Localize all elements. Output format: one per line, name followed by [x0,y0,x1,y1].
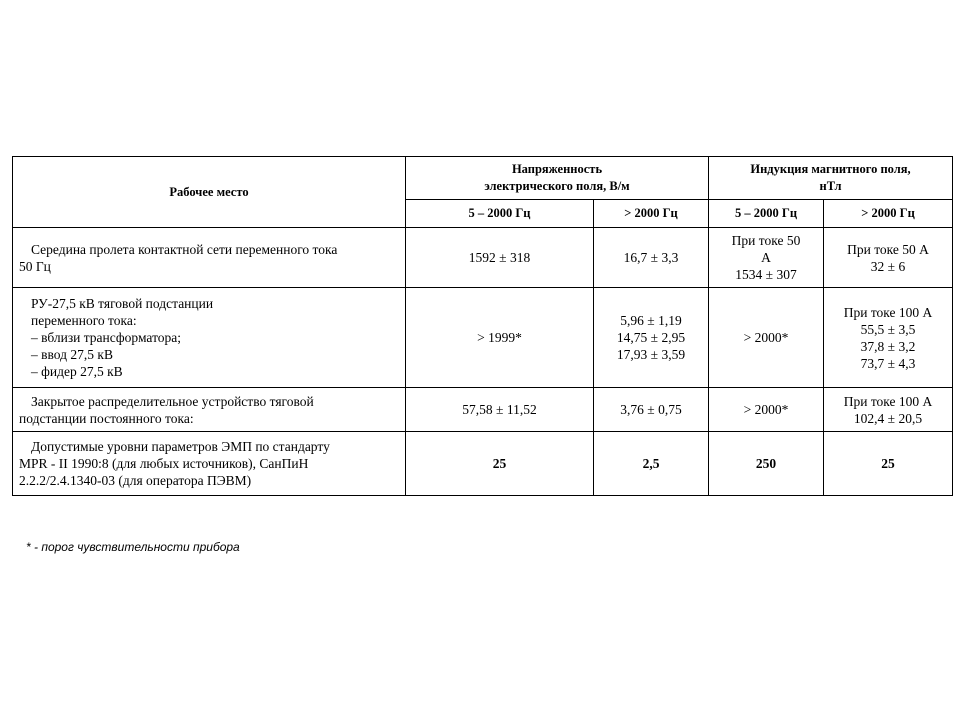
cell-e-low: 25 [406,432,594,496]
row-place: РУ-27,5 кВ тяговой подстанции переменного тока: – вблизи трансформатора; – ввод 27,5 кВ – фидер 27,5 кВ [13,288,406,388]
cell-e-high: 5,96 ± 1,19 14,75 ± 2,95 17,93 ± 3,59 [594,288,709,388]
header-electric-field: Напряженность электрического поля, В/м [406,157,709,200]
cell-m-high: При токе 50 А 32 ± 6 [824,228,953,288]
row-place: Середина пролета контактной сети переменного тока 50 Гц [13,228,406,288]
cell-m-low: При токе 50 А 1534 ± 307 [709,228,824,288]
subheader-e-low: 5 – 2000 Гц [406,200,594,228]
cell-m-low: 250 [709,432,824,496]
table-row [13,388,953,432]
header-place: Рабочее место [13,157,406,228]
cell-m-low: > 2000* [709,288,824,388]
subheader-m-high: > 2000 Гц [824,200,953,228]
table-row [13,228,953,288]
row-place: Закрытое распределительное устройство тяговой подстанции постоянного тока: [13,388,406,432]
cell-e-high: 2,5 [594,432,709,496]
subheader-m-low: 5 – 2000 Гц [709,200,824,228]
row-place: Допустимые уровни параметров ЭМП по стандарту MPR - II 1990:8 (для любых источников), СанПиН 2.2.2/2.4.1340-03 (для оператора ПЭВМ) [13,432,406,496]
subheader-e-high: > 2000 Гц [594,200,709,228]
cell-e-low: 57,58 ± 11,52 [406,388,594,432]
cell-e-low: > 1999* [406,288,594,388]
cell-e-low: 1592 ± 318 [406,228,594,288]
footnote: * - порог чувствительности прибора [26,540,240,554]
cell-e-high: 16,7 ± 3,3 [594,228,709,288]
table-row [13,288,953,388]
cell-e-high: 3,76 ± 0,75 [594,388,709,432]
table-row [13,432,953,496]
cell-m-low: > 2000* [709,388,824,432]
cell-m-high: При токе 100 А 55,5 ± 3,5 37,8 ± 3,2 73,7 ± 4,3 [824,288,953,388]
cell-m-high: При токе 100 А 102,4 ± 20,5 [824,388,953,432]
cell-m-high: 25 [824,432,953,496]
emf-measurements-table [12,156,953,496]
header-magnetic-induction: Индукция магнитного поля, нТл [709,157,953,200]
